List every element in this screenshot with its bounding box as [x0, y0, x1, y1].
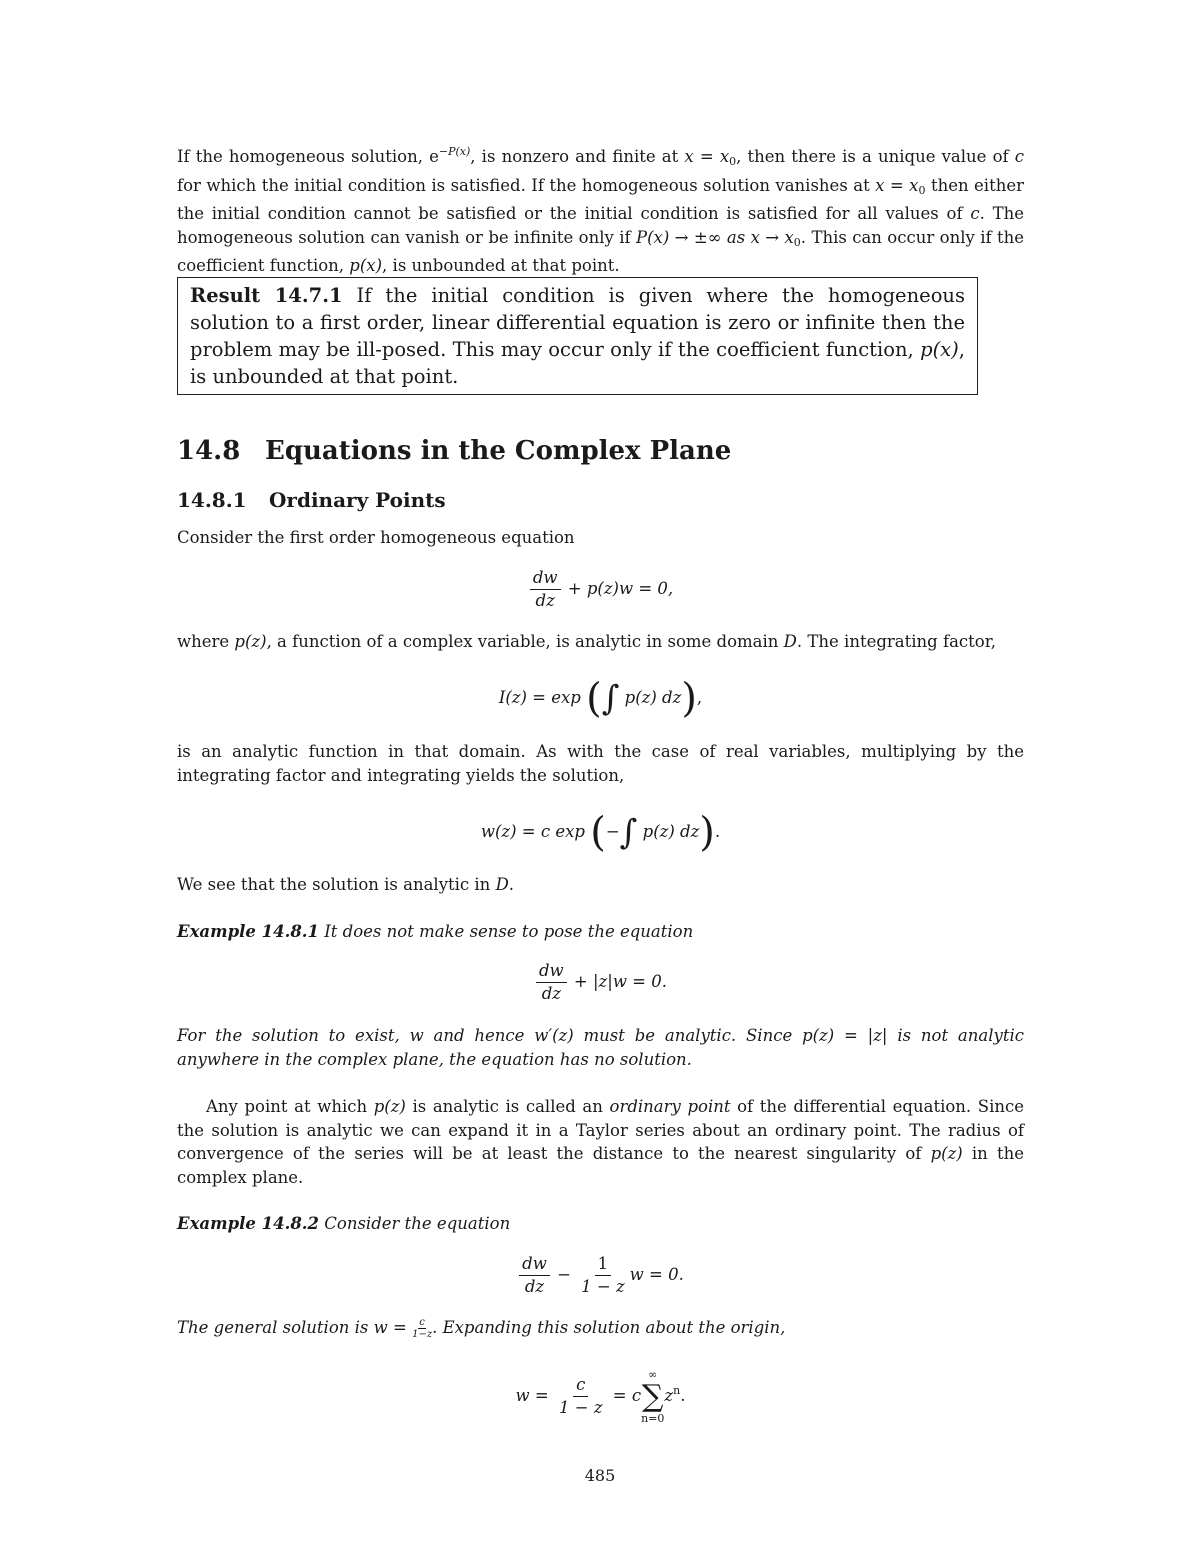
example-2-intro: [177, 1212, 1024, 1236]
text: It does not make sense to pose the equation: [319, 922, 694, 941]
sigma: ∑: [642, 1378, 664, 1414]
text: . The homogeneous solution can vanish or be infinite only if: [177, 204, 1024, 247]
text: then either the initial condition cannot be satisfied or the initial condition is satisfied for all values of: [177, 175, 1024, 223]
result-label: Result 14.7.1: [190, 284, 343, 307]
we-see-paragraph: [177, 873, 1024, 897]
subsection-title: Ordinary Points: [269, 488, 446, 512]
integral-sign: ∫: [619, 812, 638, 853]
analytic-paragraph: [177, 740, 1024, 787]
sum-lower-limit: n=0: [641, 1411, 665, 1425]
subsection-number: 14.8.1: [177, 488, 247, 512]
text: is analytic is called an: [405, 1097, 610, 1116]
numerator: c: [419, 1317, 425, 1328]
math: ,: [696, 688, 703, 707]
math: D: [495, 875, 509, 894]
example-2-general-solution: [177, 1316, 1024, 1340]
math: p(x): [349, 256, 383, 275]
math: w =: [515, 1386, 554, 1405]
math: .: [714, 822, 721, 841]
example-label: Example 14.8.1: [177, 922, 320, 941]
math: D: [783, 632, 797, 651]
where-paragraph: [177, 630, 1024, 654]
text: . This can occur only if the coefficient function,: [177, 227, 1024, 275]
math: 0: [729, 155, 737, 168]
text: . Expanding this solution about the origin,: [432, 1318, 786, 1337]
fraction: [412, 1317, 432, 1340]
text: , is unbounded at that point.: [382, 256, 620, 275]
math: w: [409, 1026, 424, 1045]
fraction: [536, 960, 567, 1005]
subsection-heading: [177, 488, 446, 512]
text: and hence: [423, 1026, 535, 1045]
math: e: [429, 147, 439, 166]
equation-2: [177, 670, 1024, 726]
text: Consider the first order homogeneous equation: [177, 528, 575, 547]
text: , is unbounded at that point.: [190, 338, 965, 388]
text: is not analytic anywhere in the complex plane, the equation has no solution.: [177, 1026, 1024, 1069]
example-1-text: [177, 1024, 1024, 1071]
text: of the differential equation. Since the solution is analytic we can expand it in a Taylor series about an ordinary point. The radius of convergence of the series will be at least the distance to the nearest singularity of: [177, 1097, 1024, 1163]
math: p(z): [930, 1144, 963, 1163]
text: Consider the equation: [319, 1214, 511, 1233]
math: p(z) = |z|: [802, 1026, 888, 1045]
text: is an analytic function in that domain. As with the case of real variables, multiplying by the integrating factor and integrating yields the solution,: [177, 742, 1024, 785]
math: c: [970, 204, 980, 223]
text: in the complex plane.: [177, 1144, 1024, 1187]
math: c: [1014, 147, 1024, 166]
section-title: Equations in the Complex Plane: [265, 436, 732, 466]
integral-sign: ∫: [601, 678, 620, 719]
math: x = x: [875, 175, 919, 195]
math: P(x) → ±∞ as x → x: [636, 227, 794, 247]
math: w(z) = c exp: [480, 822, 591, 841]
math: 0: [793, 235, 801, 249]
math: w =: [373, 1318, 413, 1337]
consider-paragraph: [177, 526, 1024, 550]
text: , a function of a complex variable, is analytic in some domain: [266, 632, 784, 651]
numerator: dw: [519, 1253, 550, 1276]
denominator: dz: [535, 591, 555, 610]
paren: (: [586, 675, 602, 722]
fraction: [556, 1374, 606, 1419]
section-heading: [177, 436, 731, 466]
fraction: [530, 567, 561, 612]
math: z: [664, 1386, 674, 1405]
denominator: 1−z: [412, 1329, 433, 1340]
text: , is nonzero and finite at: [470, 147, 685, 166]
math: p(z): [234, 632, 267, 651]
math: + |z|w = 0.: [568, 972, 667, 991]
text: must be analytic. Since: [573, 1026, 803, 1045]
example-label: Example 14.8.2: [177, 1214, 320, 1233]
denominator: dz: [524, 1277, 545, 1296]
math: x = x: [684, 147, 730, 166]
paren: ): [699, 809, 715, 856]
text: The general solution is: [177, 1318, 374, 1337]
emphasis: ordinary point: [609, 1097, 731, 1116]
text: Any point at which: [206, 1097, 374, 1116]
series-equation: [177, 1358, 1024, 1424]
numerator: dw: [530, 567, 561, 590]
denominator: 1 − z: [581, 1277, 625, 1296]
math: .: [680, 1386, 686, 1405]
denominator: 1 − z: [559, 1398, 603, 1417]
intro-paragraph: [177, 140, 1024, 278]
math: p(x): [920, 338, 959, 361]
result-box: [177, 277, 978, 395]
math: p(z) dz: [624, 688, 682, 707]
ordinary-point-paragraph: [177, 1095, 1024, 1189]
sum-upper-limit: ∞: [648, 1367, 658, 1381]
math: p(z): [373, 1097, 406, 1116]
math: −: [551, 1265, 577, 1284]
math: −P(x): [438, 145, 471, 158]
text: .: [508, 875, 515, 894]
text: If the homogeneous solution,: [177, 147, 430, 166]
equation-3: [177, 804, 1024, 860]
math: = c: [607, 1386, 642, 1405]
example-1-intro: [177, 920, 1024, 944]
summation: [641, 1368, 664, 1426]
math: p(z) dz: [642, 822, 700, 841]
numerator: 1: [595, 1253, 612, 1276]
denominator: dz: [541, 984, 561, 1003]
fraction: [519, 1253, 550, 1298]
equation-1: [177, 567, 1024, 612]
numerator: dw: [536, 960, 567, 983]
paren: (: [590, 809, 606, 856]
text: If the initial condition is given where the homogeneous solution to a first order, linear differential equation is zero or infinite then the problem may be ill-posed. This may occur only if the coefficient function,: [190, 284, 965, 361]
example-1-equation: [177, 960, 1024, 1005]
section-number: 14.8: [177, 436, 241, 466]
text: , then there is a unique value of: [736, 147, 1015, 166]
math: n: [673, 1384, 681, 1397]
text: . The integrating factor,: [796, 632, 997, 651]
math: 0: [918, 183, 926, 197]
text: where: [177, 632, 235, 651]
math: + p(z)w = 0,: [562, 579, 674, 598]
text: for which the initial condition is satisfied. If the homogeneous solution vanishes at: [177, 175, 876, 195]
text: We see that the solution is analytic in: [177, 875, 496, 894]
math: w = 0.: [629, 1265, 684, 1284]
fraction: [578, 1253, 628, 1298]
paren: ): [681, 675, 697, 722]
math: I(z) = exp: [498, 688, 587, 707]
numerator: c: [573, 1374, 588, 1397]
example-2-equation: [177, 1253, 1024, 1298]
math: w′(z): [534, 1026, 574, 1045]
math: −: [605, 822, 620, 841]
text: For the solution to exist,: [177, 1026, 410, 1045]
page-number: 485: [584, 1466, 616, 1485]
